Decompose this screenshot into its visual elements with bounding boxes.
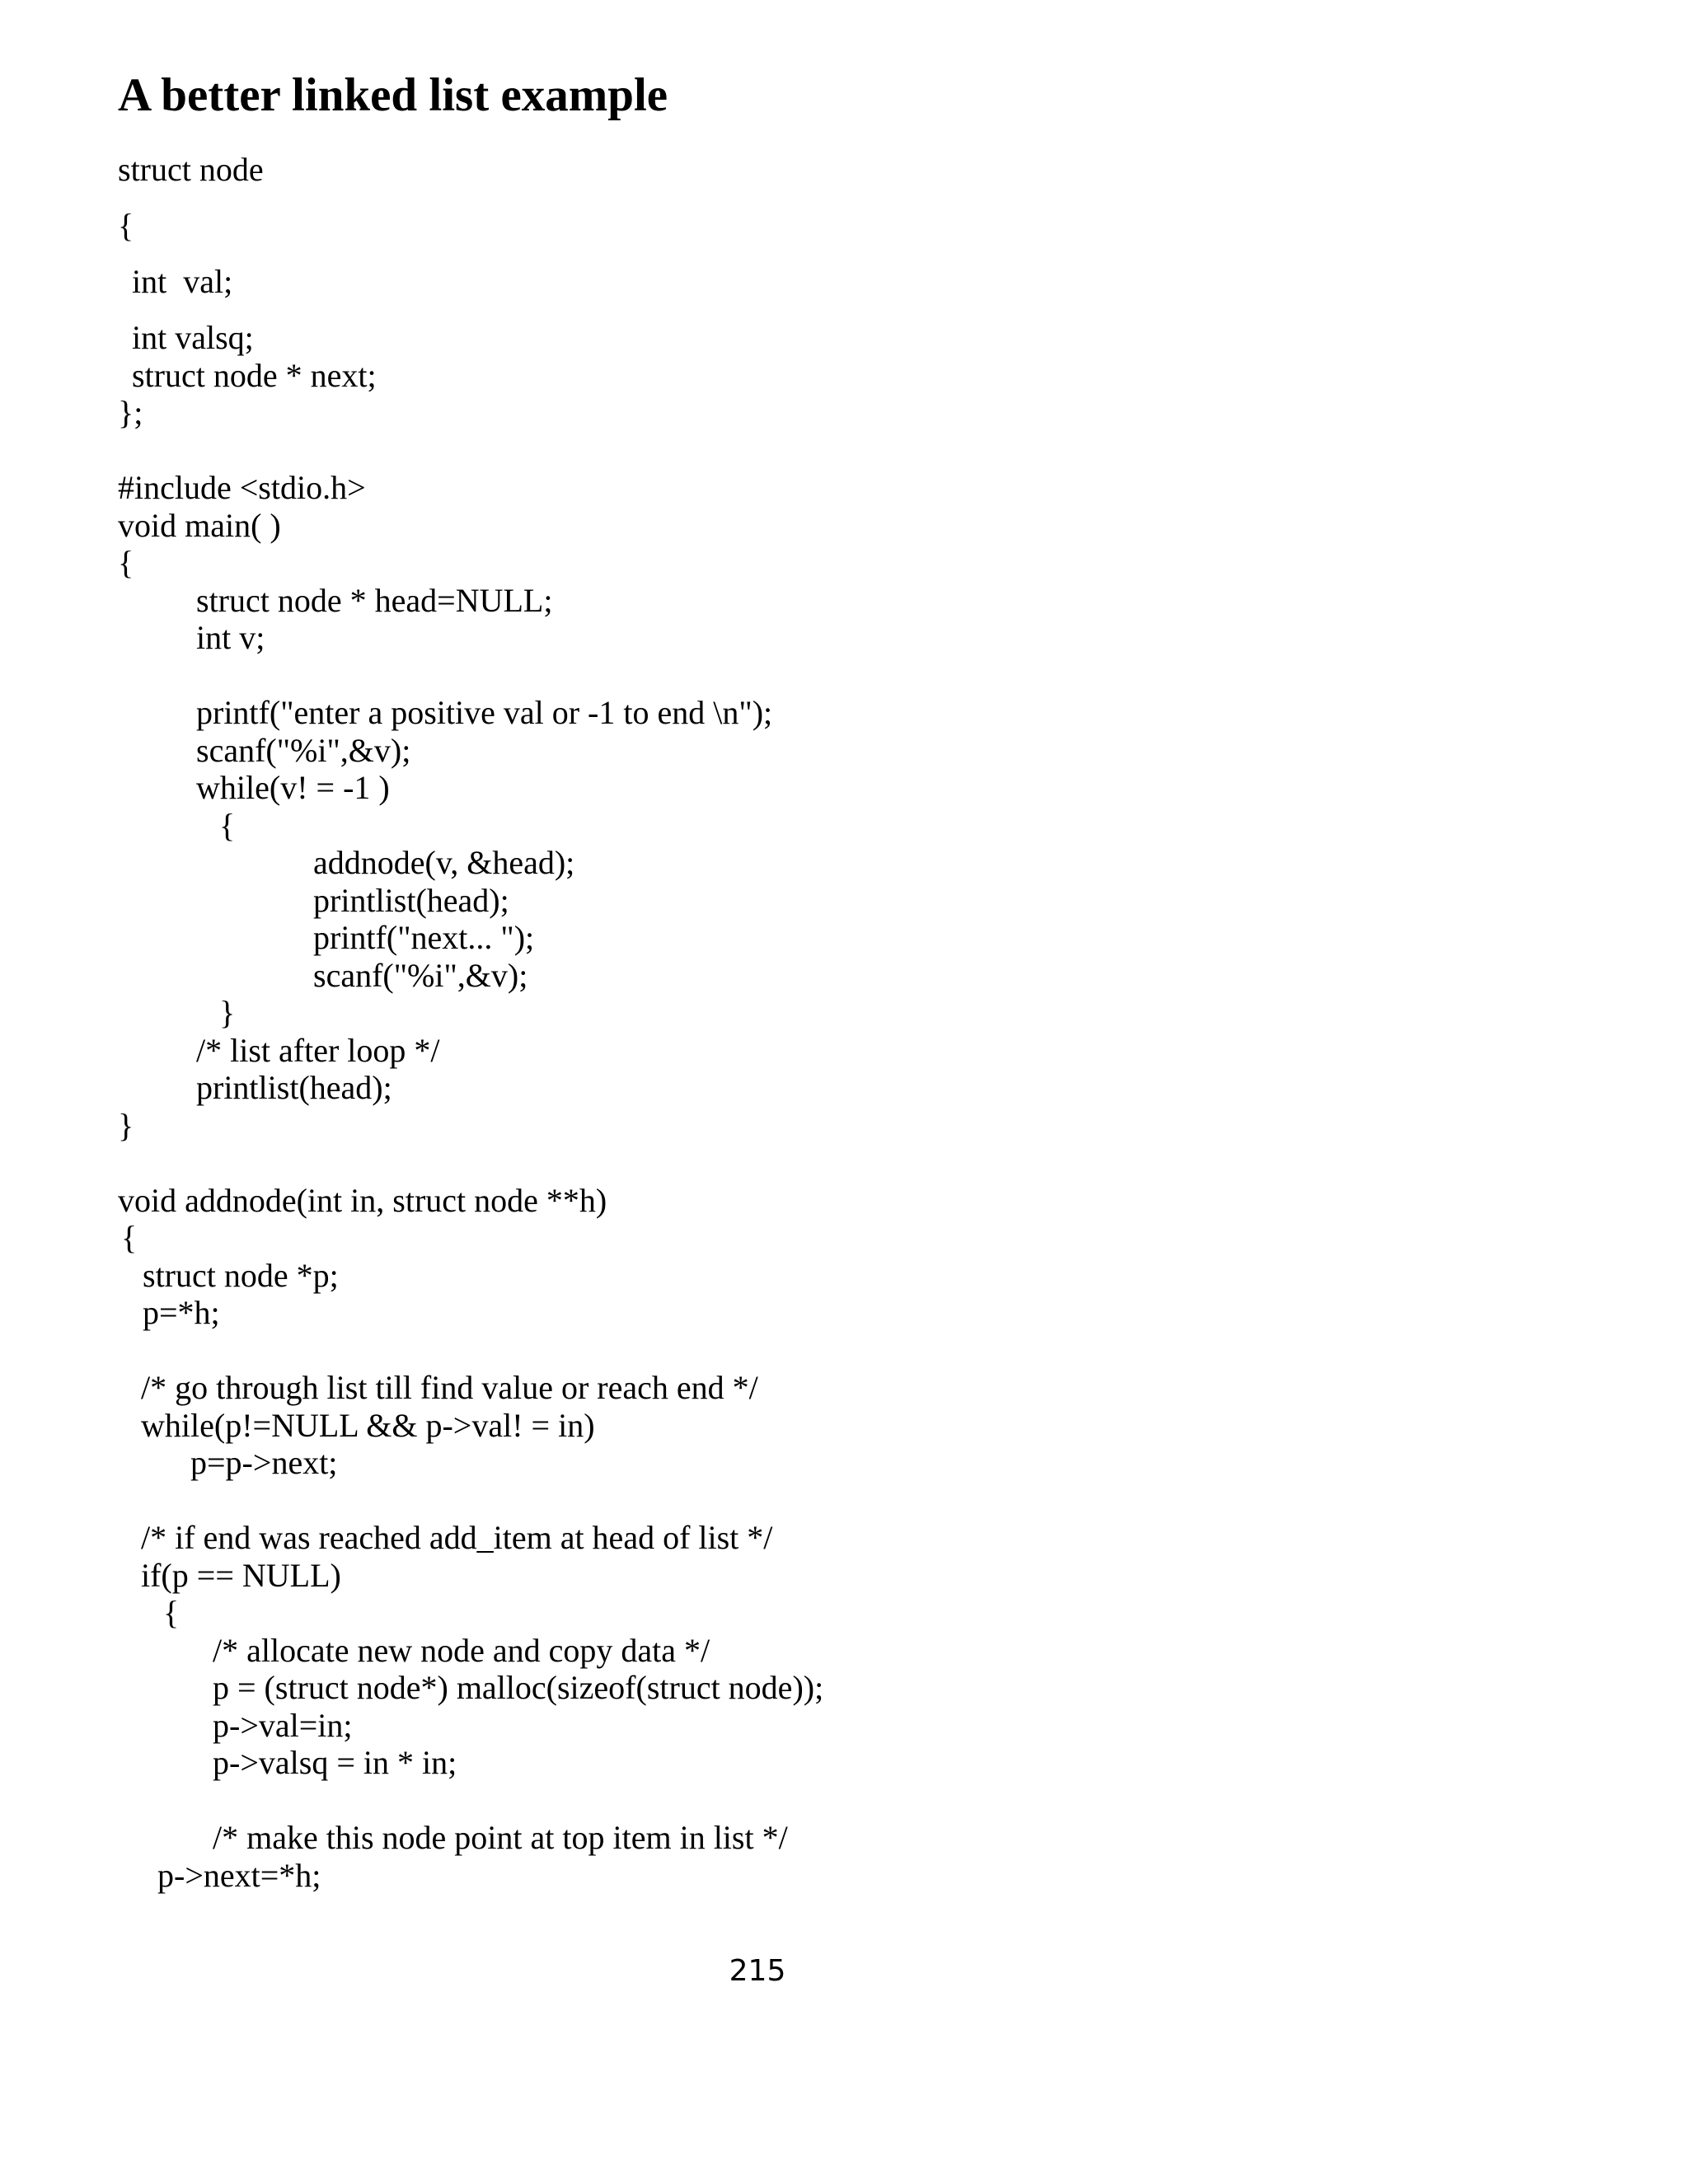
code-line: /* go through list till find value or reach end */ bbox=[141, 1369, 758, 1406]
code-line: /* if end was reached add_item at head of list */ bbox=[141, 1519, 773, 1556]
code-line: p->val=in; bbox=[213, 1707, 353, 1744]
code-line: if(p == NULL) bbox=[141, 1557, 341, 1594]
code-line: p=p->next; bbox=[190, 1444, 338, 1481]
code-line: scanf("%i",&v); bbox=[196, 732, 411, 769]
code-line: printf("enter a positive val or -1 to end \n"); bbox=[196, 694, 773, 731]
code-line: { bbox=[219, 807, 236, 844]
code-line: printlist(head); bbox=[313, 882, 509, 919]
code-line: scanf("%i",&v); bbox=[313, 957, 528, 994]
code-line: int valsq; bbox=[132, 319, 254, 356]
code-line: printlist(head); bbox=[196, 1069, 392, 1106]
code-line: /* list after loop */ bbox=[196, 1032, 440, 1069]
code-line: p->valsq = in * in; bbox=[213, 1744, 457, 1781]
page-title: A better linked list example bbox=[118, 69, 668, 121]
code-line: { bbox=[121, 1219, 138, 1256]
code-line: p->next=*h; bbox=[157, 1857, 321, 1894]
code-line: void main( ) bbox=[118, 507, 281, 544]
code-line: struct node bbox=[118, 151, 264, 188]
code-line: printf("next... "); bbox=[313, 919, 535, 956]
code-line: { bbox=[118, 207, 134, 244]
code-line: }; bbox=[118, 394, 143, 431]
code-line: while(p!=NULL && p->val! = in) bbox=[141, 1407, 595, 1444]
code-line: p=*h; bbox=[143, 1294, 220, 1331]
code-line: { bbox=[118, 544, 134, 581]
code-line: while(v! = -1 ) bbox=[196, 769, 390, 806]
code-line: addnode(v, &head); bbox=[313, 844, 575, 881]
code-line: /* make this node point at top item in list */ bbox=[213, 1819, 788, 1856]
page-number: 215 bbox=[729, 1954, 786, 1988]
code-line: } bbox=[219, 994, 236, 1031]
code-line: } bbox=[118, 1107, 134, 1144]
code-line: struct node * next; bbox=[132, 357, 377, 394]
code-line: int val; bbox=[132, 263, 233, 300]
code-line: int v; bbox=[196, 619, 265, 656]
code-line: { bbox=[163, 1594, 180, 1631]
code-line: struct node *p; bbox=[143, 1257, 339, 1294]
code-line: /* allocate new node and copy data */ bbox=[213, 1632, 710, 1669]
code-line: struct node * head=NULL; bbox=[196, 582, 553, 619]
code-line: #include <stdio.h> bbox=[118, 469, 366, 506]
code-line: void addnode(int in, struct node **h) bbox=[118, 1182, 607, 1219]
code-line: p = (struct node*) malloc(sizeof(struct node)); bbox=[213, 1669, 824, 1706]
